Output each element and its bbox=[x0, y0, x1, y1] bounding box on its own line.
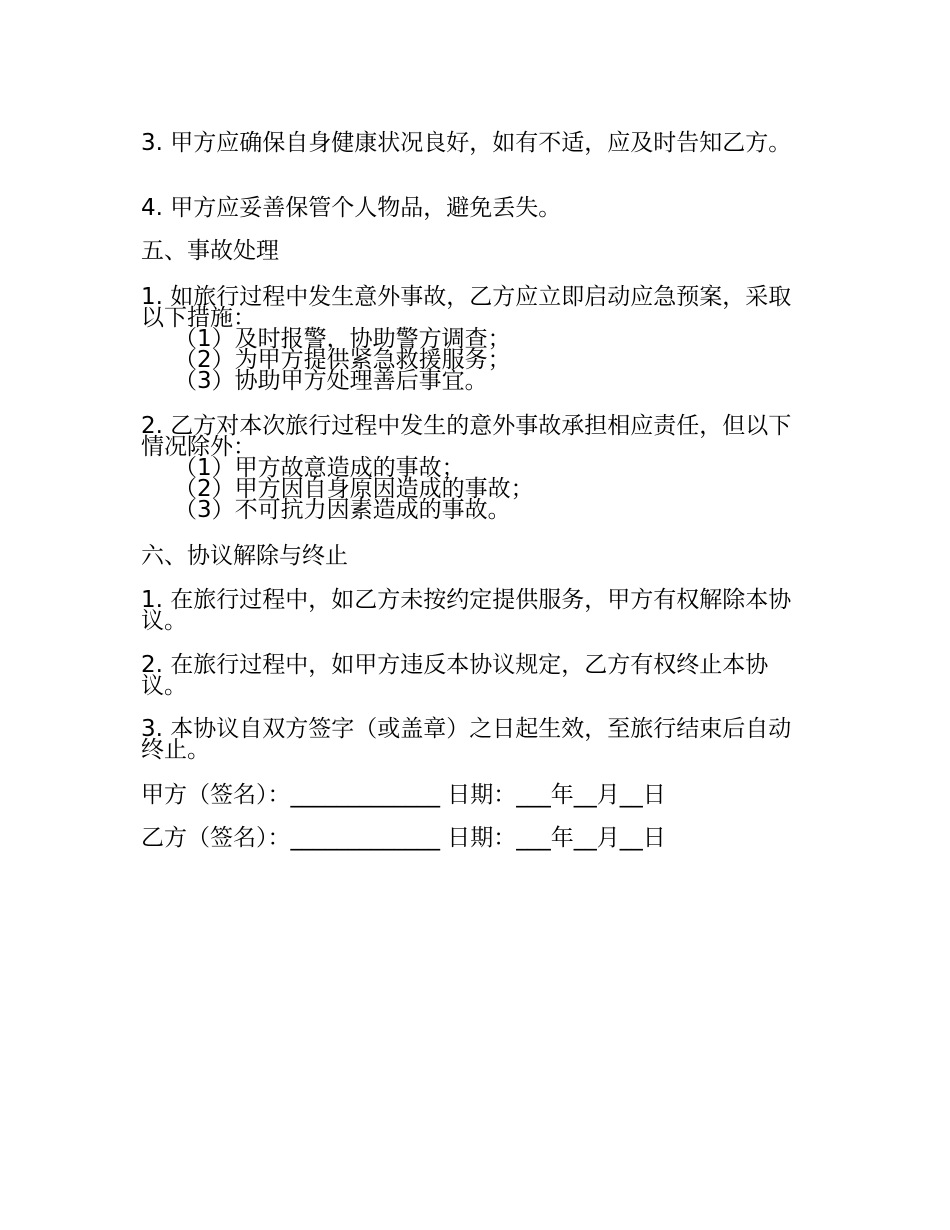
section-5-clause-2-item-1: （1）甲方故意造成的事故； bbox=[174, 455, 465, 481]
section-5-heading: 五、事故处理 bbox=[141, 238, 279, 264]
section-5-clause-1-item-2: （2）为甲方提供紧急救援服务； bbox=[174, 347, 511, 373]
party-b-signature-line: 乙方（签名）：_____________ 日期：___年__月__日 bbox=[141, 825, 666, 851]
section-6-heading: 六、协议解除与终止 bbox=[141, 543, 348, 569]
clause-4: 4. 甲方应妥善保管个人物品，避免丢失。 bbox=[141, 195, 562, 221]
section-6-clause-2: 2. 在旅行过程中，如甲方违反本协议规定，乙方有权终止本协议。 bbox=[141, 652, 769, 699]
section-5-clause-1-item-3: （3）协助甲方处理善后事宜。 bbox=[174, 368, 488, 394]
party-a-signature-line: 甲方（签名）：_____________ 日期：___年__月__日 bbox=[141, 782, 666, 808]
section-6-clause-3: 3. 本协议自双方签字（或盖章）之日起生效，至旅行结束后自动终止。 bbox=[141, 716, 792, 763]
section-6-clause-1: 1. 在旅行过程中，如乙方未按约定提供服务，甲方有权解除本协议。 bbox=[141, 587, 792, 634]
section-5-clause-1: 1. 如旅行过程中发生意外事故，乙方应立即启动应急预案，采取以下措施： bbox=[141, 284, 792, 331]
clause-3: 3. 甲方应确保自身健康状况良好，如有不适，应及时告知乙方。 bbox=[141, 130, 792, 156]
section-5-clause-2-item-3: （3）不可抗力因素造成的事故。 bbox=[174, 497, 511, 523]
section-5-clause-2: 2. 乙方对本次旅行过程中发生的意外事故承担相应责任，但以下情况除外： bbox=[141, 413, 792, 460]
section-5-clause-1-item-1: （1）及时报警，协助警方调查； bbox=[174, 326, 511, 352]
section-5-clause-2-item-2: （2）甲方因自身原因造成的事故； bbox=[174, 476, 534, 502]
